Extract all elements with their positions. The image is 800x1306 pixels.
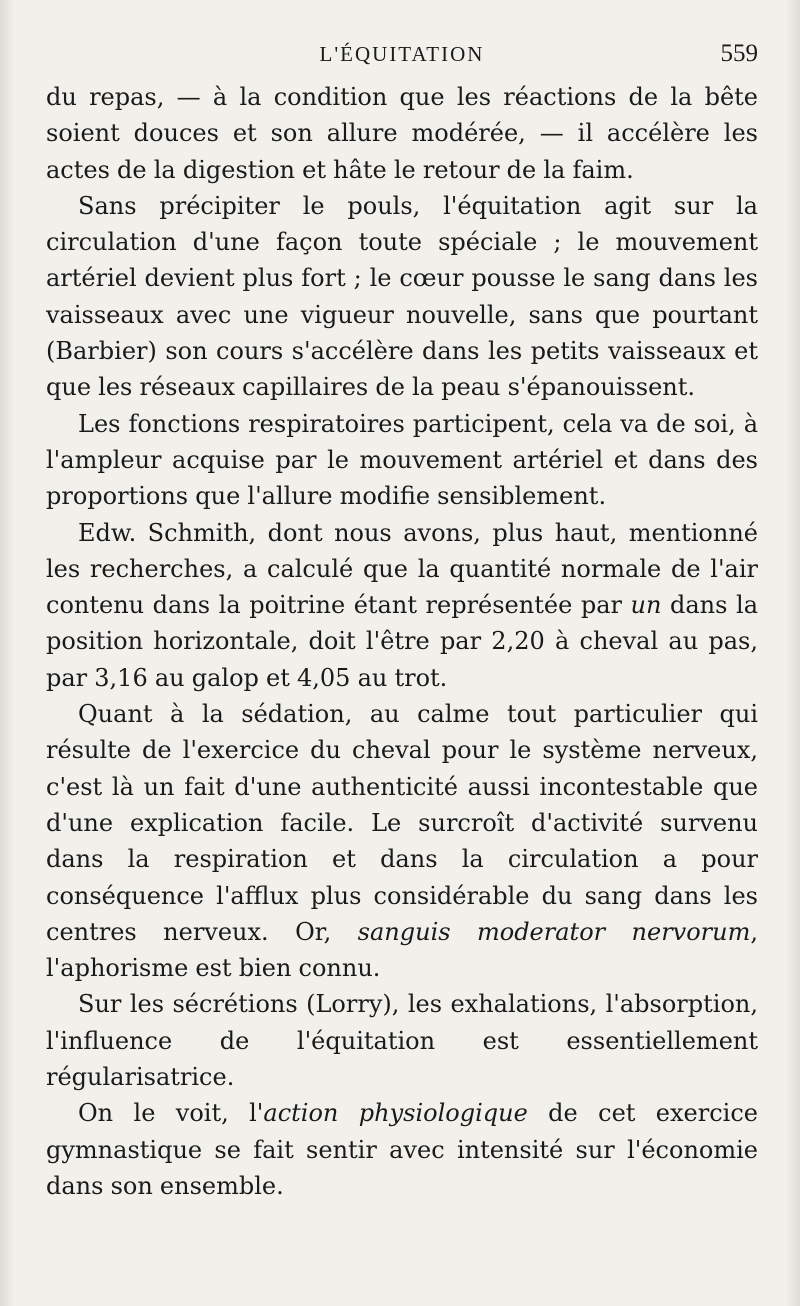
paragraph-5-text-b: , l'aphorisme est bien connu. xyxy=(46,917,759,983)
paragraph-6-text: Sur les sécrétions (Lorry), les exhalations, l'absorption, l'influence de l'équitation est essentiellement régularisatrice. xyxy=(46,990,758,1092)
paragraph-3-text: Les fonctions respiratoires participent, cela va de soi, à l'ampleur acquise par le mouvement artériel et dans des proportions que l'allure modifie sensiblement. xyxy=(46,409,758,511)
paragraph-7-italic: action physiologique xyxy=(263,1099,528,1128)
paragraph-6 xyxy=(46,986,758,1095)
paragraph-5-text-a: Quant à la sédation, au calme tout particulier qui résulte de l'exercice du cheval pour le système nerveux, c'est là un fait d'une authenticité aussi incontestable que d'une explication facile. Le surcroît d'activité survenu dans la respiration et dans la circulation a pour conséquence l'afflux plus considérable du sang dans les centres nerveux. Or, xyxy=(46,700,758,946)
running-title: L'ÉQUITATION xyxy=(319,42,485,66)
body-text xyxy=(46,79,758,1204)
paragraph-3 xyxy=(46,406,758,515)
paragraph-4-italic: un xyxy=(630,591,662,620)
paragraph-1 xyxy=(46,79,758,188)
paragraph-2-text: Sans précipiter le pouls, l'équitation agit sur la circulation d'une façon toute spéciale ; le mouvement artériel devient plus fort ; le cœur pousse le sang dans les vaisseaux avec une vigueur nouvelle, sans que pourtant (Barbier) son cours s'accélère dans les petits vaisseaux et que les réseaux capillaires de la peau s'épanouissent. xyxy=(46,191,758,402)
paragraph-1-text: du repas, — à la condition que les réactions de la bête soient douces et son allure modérée, — il accélère les actes de la digestion et hâte le retour de la faim. xyxy=(46,83,758,184)
paragraph-5 xyxy=(46,696,758,986)
page-number: 559 xyxy=(720,40,758,67)
paragraph-7-text-b: de cet exercice gymnastique se fait sentir avec intensité sur l'économie dans son ensemble. xyxy=(46,1099,758,1200)
paragraph-4-text-b: dans la position horizontale, doit l'être par 2,20 à cheval au pas, par 3,16 au galop et 4,05 au trot. xyxy=(46,591,758,692)
paragraph-5-italic: sanguis moderator nervorum xyxy=(357,917,751,946)
paragraph-7 xyxy=(46,1095,758,1204)
paragraph-2 xyxy=(46,188,758,406)
paragraph-7-text-a: On le voit, l' xyxy=(78,1099,264,1128)
paragraph-4 xyxy=(46,515,758,696)
running-head xyxy=(46,36,758,72)
paragraph-4-text-a: Edw. Schmith, dont nous avons, plus haut, mentionné les recherches, a calculé que la quantité normale de l'air contenu dans la poitrine étant représentée par xyxy=(46,518,758,620)
